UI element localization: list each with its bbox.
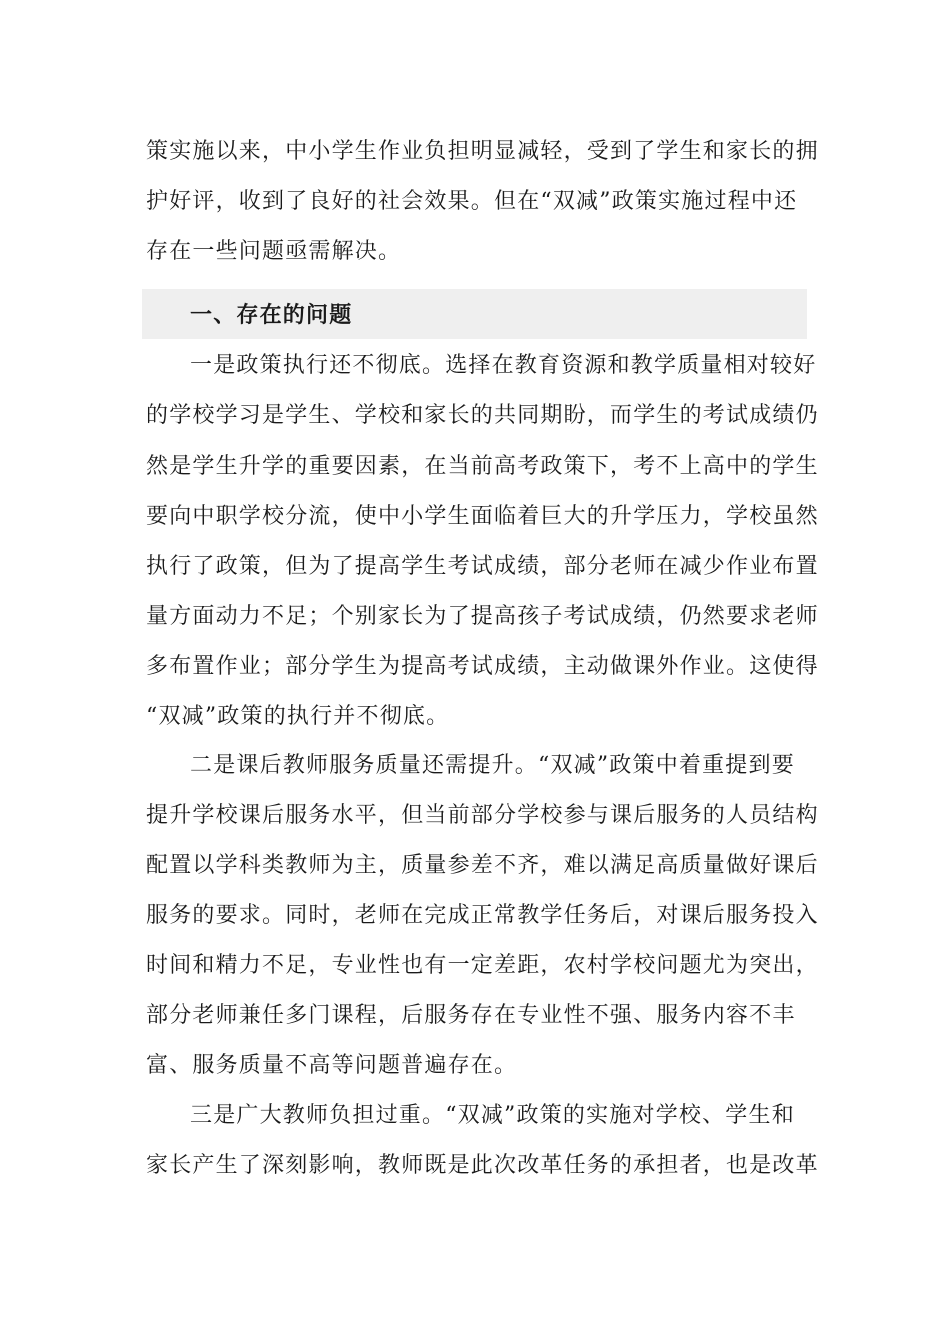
intro-line: 护好评，收到了良好的社会效果。但在“双减”政策实施过程中还 (146, 189, 798, 214)
para1-line: 执行了政策，但为了提高学生考试成绩，部分老师在减少作业布置 (146, 554, 819, 579)
para1-line: 多布置作业；部分学生为提高考试成绩，主动做课外作业。这使得 (146, 654, 819, 679)
para2-line: 时间和精力不足，专业性也有一定差距，农村学校问题尤为突出， (146, 953, 819, 978)
intro-line: 策实施以来，中小学生作业负担明显减轻，受到了学生和家长的拥 (146, 139, 819, 164)
intro-line: 存在一些问题亟需解决。 (146, 239, 402, 264)
para2-line: 服务的要求。同时，老师在完成正常教学任务后，对课后服务投入 (146, 903, 819, 928)
para2-line: 富、服务质量不高等问题普遍存在。 (146, 1053, 518, 1078)
para1-line: 的学校学习是学生、学校和家长的共同期盼，而学生的考试成绩仍 (146, 403, 819, 428)
para1-line: 然是学生升学的重要因素，在当前高考政策下，考不上高中的学生 (146, 454, 819, 479)
para2-line: 提升学校课后服务水平，但当前部分学校参与课后服务的人员结构 (146, 803, 819, 828)
para2-line: 部分老师兼任多门课程，后服务存在专业性不强、服务内容不丰 (146, 1003, 796, 1028)
para3-line: 三是广大教师负担过重。“双减”政策的实施对学校、学生和 (190, 1103, 795, 1128)
section-heading: 一、存在的问题 (190, 302, 353, 328)
para2-line: 配置以学科类教师为主，质量参差不齐，难以满足高质量做好课后 (146, 853, 819, 878)
para1-line: 要向中职学校分流，使中小学生面临着巨大的升学压力，学校虽然 (146, 504, 819, 529)
para2-line: 二是课后教师服务质量还需提升。“双减”政策中着重提到要 (190, 753, 795, 778)
para1-line: 量方面动力不足；个别家长为了提高孩子考试成绩，仍然要求老师 (146, 604, 819, 629)
para3-line: 家长产生了深刻影响，教师既是此次改革任务的承担者，也是改革 (146, 1153, 819, 1178)
para1-line: “双减”政策的执行并不彻底。 (146, 704, 450, 729)
para1-line: 一是政策执行还不彻底。选择在教育资源和教学质量相对较好 (190, 353, 817, 378)
